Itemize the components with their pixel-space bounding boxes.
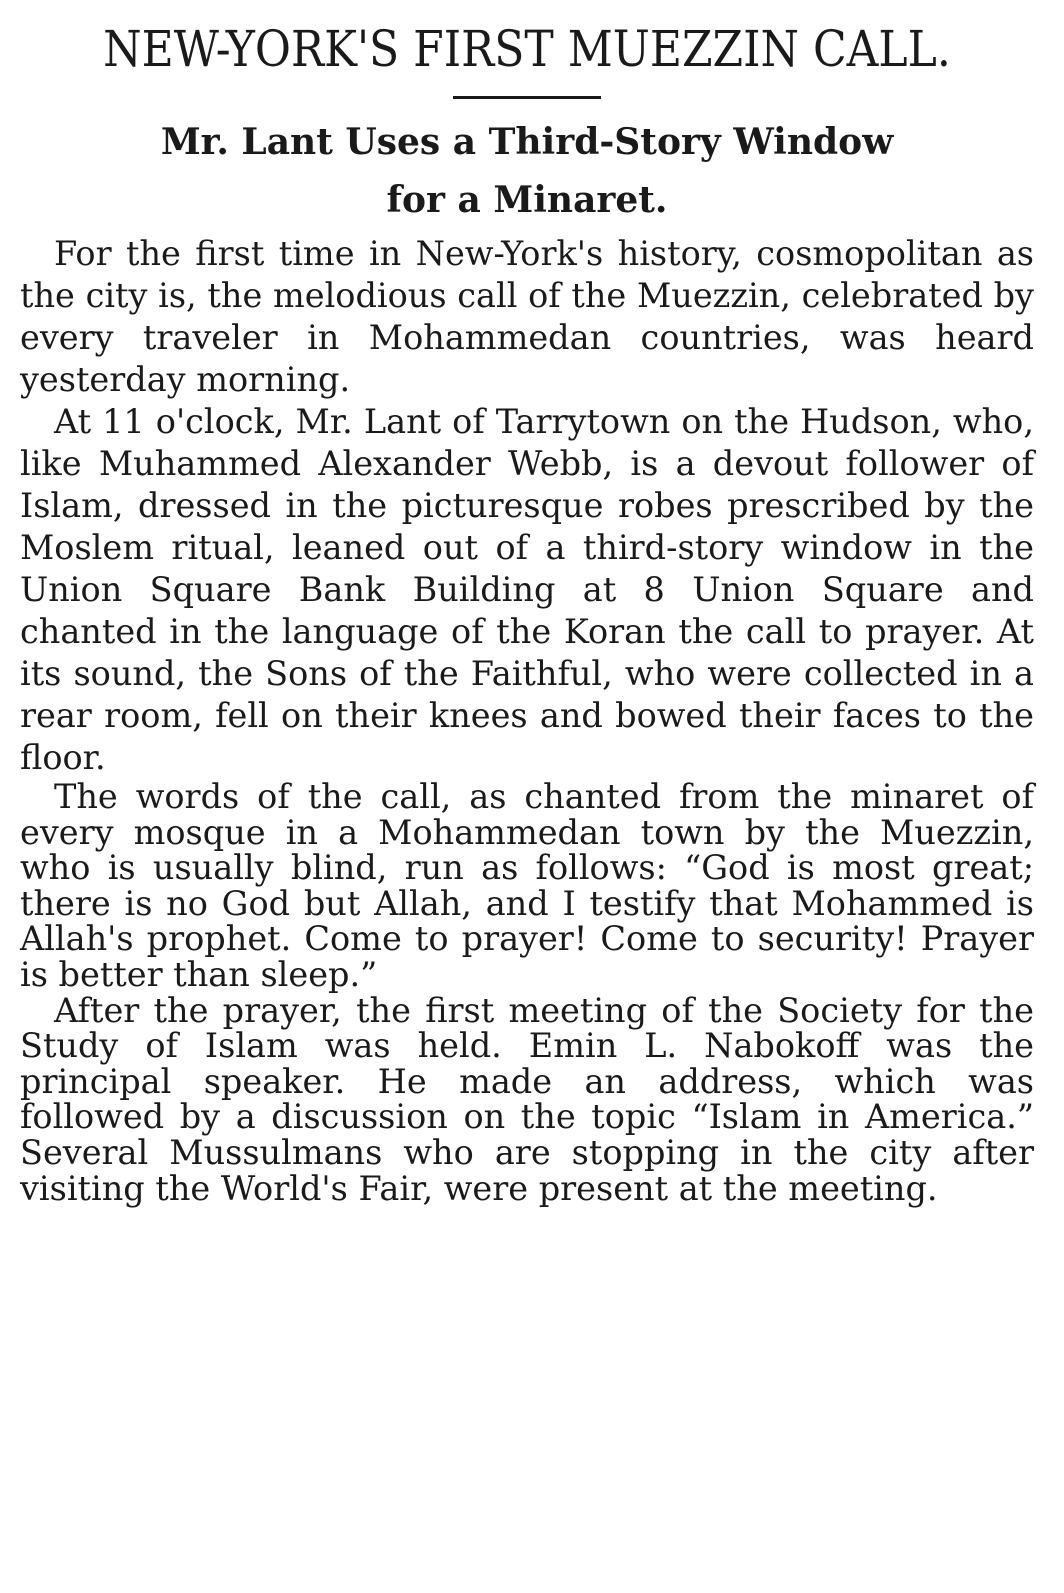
subhead-line-1: Mr. Lant Uses a Third-Story Window <box>160 121 894 163</box>
subhead <box>20 113 1034 229</box>
subhead-line-2: for a Minaret. <box>386 179 668 221</box>
headline-rule <box>453 96 601 99</box>
paragraph-3: The words of the call, as chanted from the minaret of every mosque in a Mohammedan town by the Muezzin, who is usually blind, run as follows: “God is most great; there is no God but Allah, and I testify that Mohammed is Allah's prophet. Come to prayer! Come to security! Prayer is better than sleep.” <box>20 777 1034 994</box>
paragraph-2: At 11 o'clock, Mr. Lant of Tarrytown on the Hudson, who, like Muhammed Alexander Webb, is a devout follower of Islam, dressed in the picturesque robes prescribed by the Moslem ritual, leaned out of a third-story window in the Union Square Bank Building at 8 Union Square and chanted in the language of the Koran the call to prayer. At its sound, the Sons of the Faithful, who were collected in a rear room, fell on their knees and bowed their faces to the floor. <box>20 402 1034 777</box>
headline: NEW-YORK'S FIRST MUEZZIN CALL. <box>103 20 951 78</box>
paragraph-4: After the prayer, the first meeting of the Society for the Study of Islam was held. Emin L. Nabokoff was the principal speaker. He made an address, which was followed by a discussion on the topic “Islam in America.” Several Mussulmans who are stopping in the city after visiting the World's Fair, were present at the meeting. <box>20 990 1034 1208</box>
paragraph-1: For the first time in New-York's history, cosmopolitan as the city is, the melodious call of the Muezzin, celebrated by every traveler in Mohammedan countries, was heard yesterday morning. <box>20 234 1034 399</box>
article-body <box>20 233 1034 1206</box>
